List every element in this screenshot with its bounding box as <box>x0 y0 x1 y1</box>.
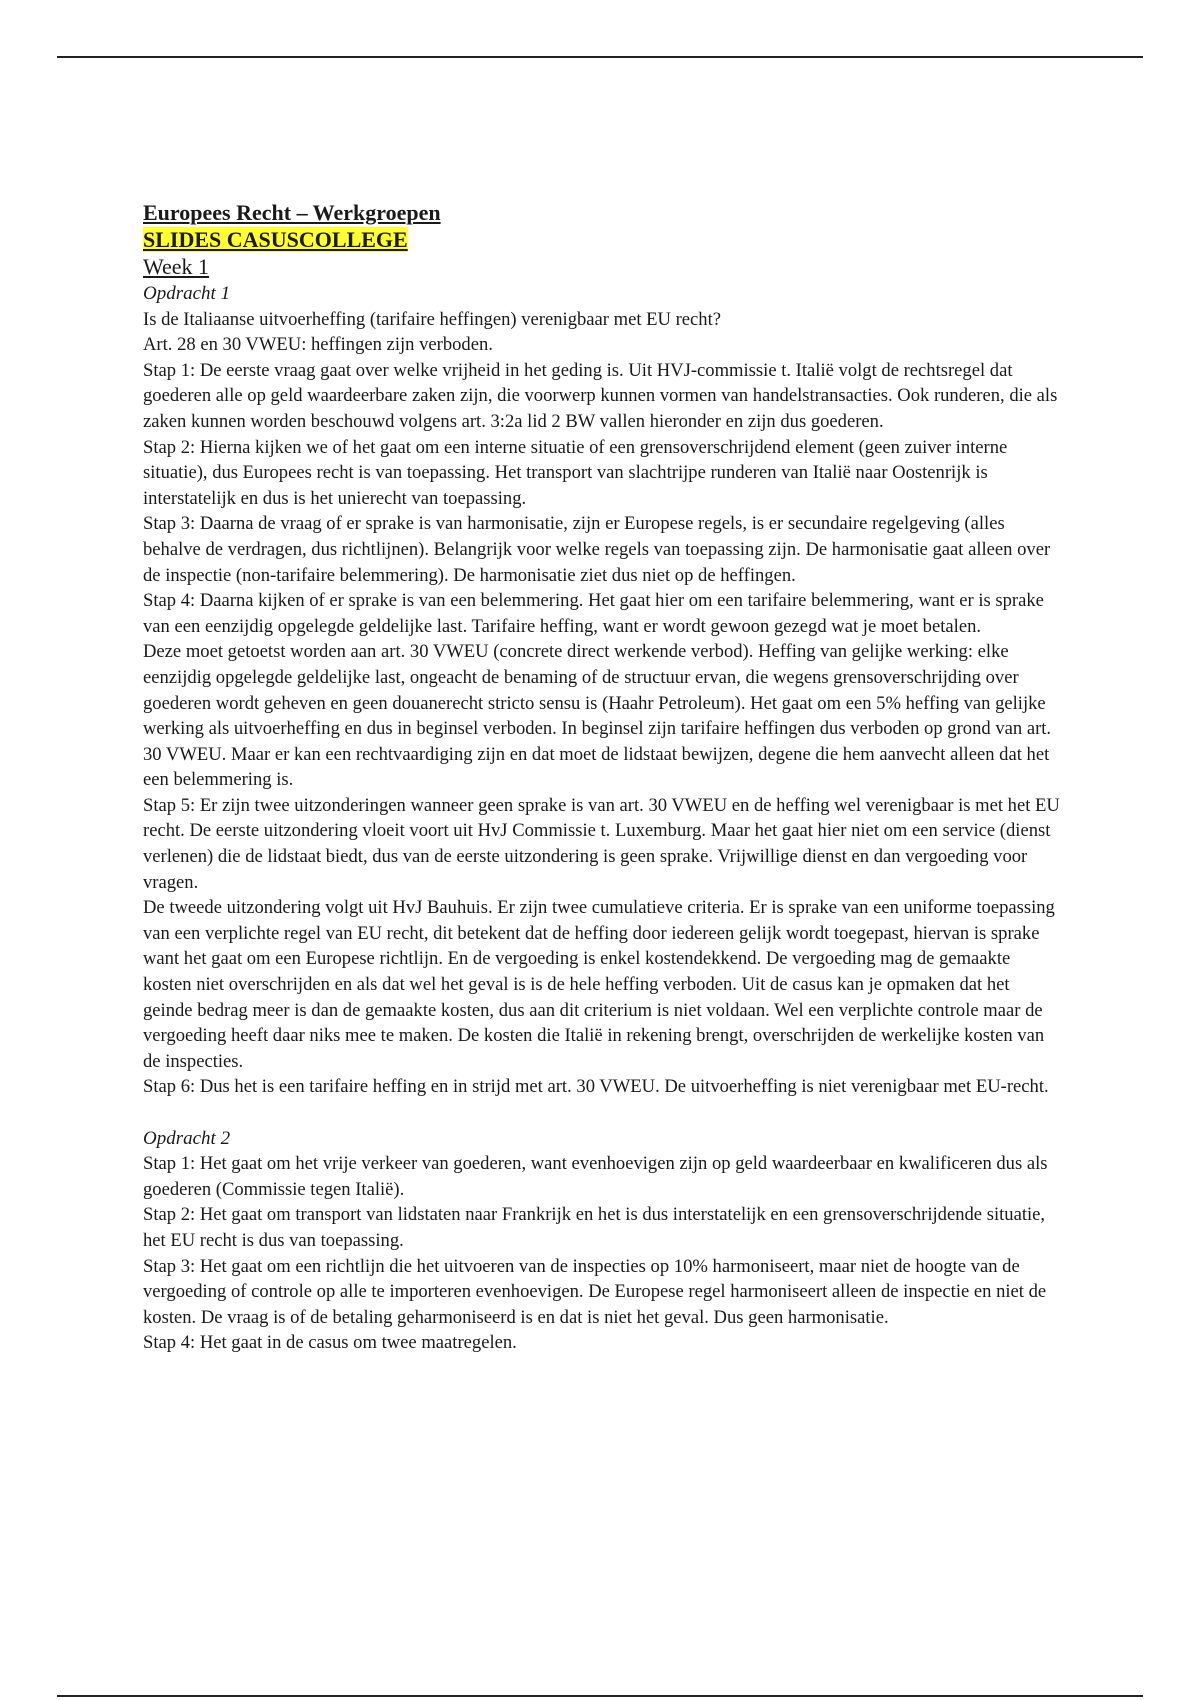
week-label: Week 1 <box>143 254 210 279</box>
paragraph: Stap 3: Daarna de vraag of er sprake is van harmonisatie, zijn er Europese regels, is er secundaire regelgeving (alles behalve de verdragen, dus richtlijnen). Belangrijk voor welke regels van toepassing zijn. De harmonisatie gaat alleen over de inspectie (non-tarifaire belemmering). De harmonisatie ziet dus niet op de heffingen. <box>143 513 1051 586</box>
document-title: Europees Recht – Werkgroepen <box>143 200 441 225</box>
paragraph: Is de Italiaanse uitvoerheffing (tarifaire heffingen) verenigbaar met EU recht? <box>143 308 722 330</box>
paragraph: Art. 28 en 30 VWEU: heffingen zijn verboden. <box>143 334 493 356</box>
paragraph: Deze moet getoetst worden aan art. 30 VWEU (concrete direct werkende verbod). Heffing van gelijke werking: elke eenzijdig opgelegde geldelijke last, ongeacht de benaming of de structuur ervan, die wegens grensoverschrijding over goederen wordt geheven en geen douanerecht stricto sensu is (Haahr Petroleum). Het gaat om een 5% heffing van gelijke werking als uitvoerheffing en dus in beginsel verboden. In beginsel zijn tarifaire heffingen dus verboden op grond van art. 30 VWEU. Maar er kan een rechtvaardiging zijn en dat moet de lidstaat bewijzen, degene die hem aanvecht alleen dat het een belemmering is. <box>143 641 1052 791</box>
footer-rule <box>57 1695 1143 1697</box>
paragraph: De tweede uitzondering volgt uit HvJ Bauhuis. Er zijn twee cumulatieve criteria. Er is sprake van een uniforme toepassing van een verplichte regel van EU recht, dit betekent dat de heffing door iedereen gelijk wordt toegepast, hiervan is sprake want het gaat om een Europese richtlijn. En de vergoeding is enkel kostendekkend. De vergoeding mag de gemaakte kosten niet overschrijden en als dat wel het geval is is de hele heffing verboden. Uit de casus kan je opmaken dat het geinde bedrag meer is dan de gemaakte kosten, dus aan dit criterium is niet voldaan. Wel een verplichte controle maar de vergoeding heeft daar niks mee te maken. De kosten die Italië in rekening brengt, overschrijden de werkelijke kosten van de inspecties. <box>143 897 1055 1072</box>
paragraph: Stap 3: Het gaat om een richtlijn die het uitvoeren van de inspecties op 10% harmoniseert, maar niet de hoogte van de vergoeding of controle op alle te importeren evenhoevigen. De Europese regel harmoniseert alleen de inspectie en niet de kosten. De vraag is of de betaling geharmoniseerd is en dat is niet het geval. Dus geen harmonisatie. <box>143 1255 1047 1328</box>
slides-label <box>143 226 1063 253</box>
assignment-1-heading: Opdracht 1 <box>143 283 231 304</box>
paragraph: Stap 2: Hierna kijken we of het gaat om een interne situatie of een grensoverschrijdend element (geen zuiver interne situatie), dus Europees recht is van toepassing. Het transport van slachtrijpe runderen van Italië naar Oostenrijk is interstatelijk en dus is het unierecht van toepassing. <box>143 436 1008 509</box>
paragraph: Stap 1: De eerste vraag gaat over welke vrijheid in het geding is. Uit HVJ-commissie t. Italië volgt de rechtsregel dat goederen alle op geld waardeerbare zaken zijn, die voorwerp kunnen vormen van handelstransacties. Ook runderen, die als zaken kunnen worden beschouwd volgens art. 3:2a lid 2 BW vallen hieronder en zijn dus goederen. <box>143 359 1058 432</box>
paragraph: Stap 5: Er zijn twee uitzonderingen wanneer geen sprake is van art. 30 VWEU en de heffing wel verenigbaar is met het EU recht. De eerste uitzondering vloeit voort uit HvJ Commissie t. Luxemburg. Maar het gaat hier niet om een service (dienst verlenen) die de lidstaat biedt, dus van de eerste uitzondering is geen sprake. Vrijwillige dienst en dan vergoeding voor vragen. <box>143 794 1060 893</box>
assignment-2-heading: Opdracht 2 <box>143 1127 231 1149</box>
paragraph: Stap 4: Daarna kijken of er sprake is van een belemmering. Het gaat hier om een tarifaire belemmering, want er is sprake van een eenzijdig opgelegde geldelijke last. Tarifaire heffing, want er wordt gewoon gezegd wat je moet betalen. <box>143 590 1044 637</box>
slides-label-highlight: SLIDES CASUSCOLLEGE <box>143 227 408 252</box>
paragraph: Stap 2: Het gaat om transport van lidstaten naar Frankrijk en het is dus interstatelijk en een grensoverschrijdende situatie, het EU recht is dus van toepassing. <box>143 1204 1046 1251</box>
spacer <box>143 1100 1063 1126</box>
paragraph: Stap 4: Het gaat in de casus om twee maatregelen. <box>143 1332 517 1354</box>
header-rule <box>57 56 1143 58</box>
document-body <box>143 200 1063 1356</box>
paragraph: Stap 1: Het gaat om het vrije verkeer van goederen, want evenhoevigen zijn op geld waardeerbaar en kwalificeren dus als goederen (Commissie tegen Italië). <box>143 1153 1048 1200</box>
paragraph: Stap 6: Dus het is een tarifaire heffing en in strijd met art. 30 VWEU. De uitvoerheffing is niet verenigbaar met EU-recht. <box>143 1076 1049 1098</box>
